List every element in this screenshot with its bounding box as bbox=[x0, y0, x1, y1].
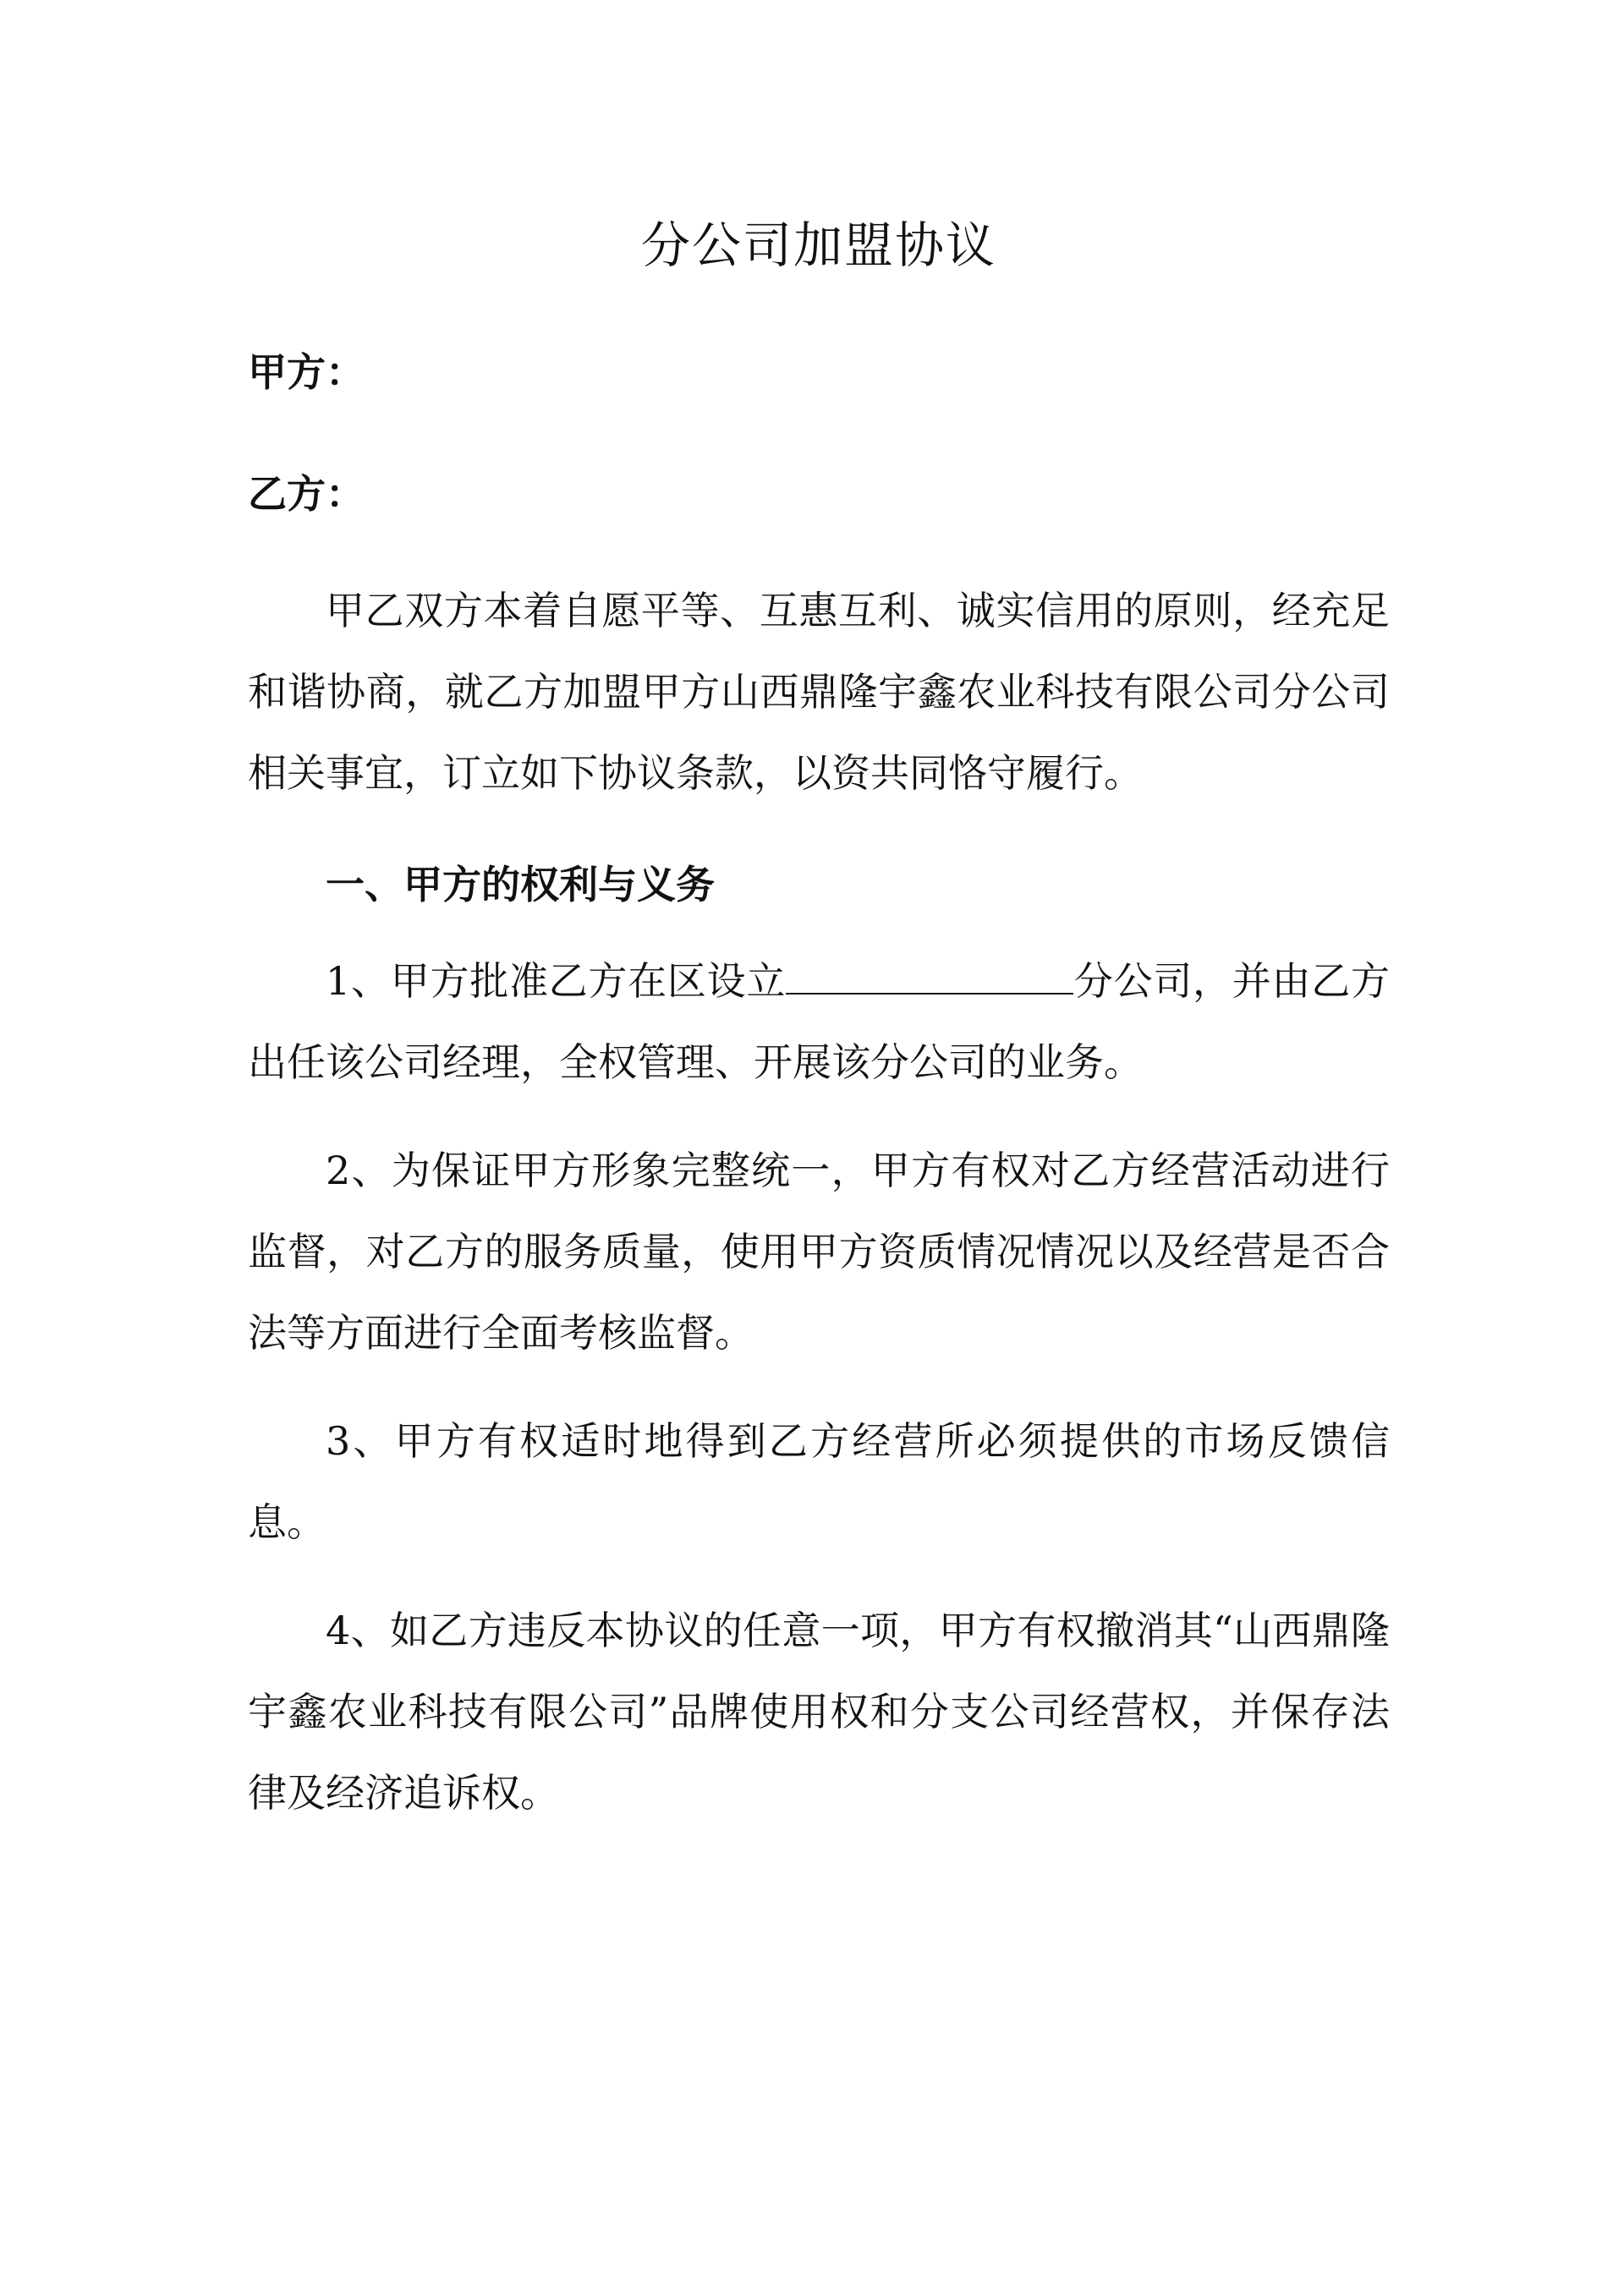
clause-1-text-after-blank: 分公司，并由乙方出任该公司经理，全权管理、开展该分公司的业务。 bbox=[248, 958, 1390, 1085]
clause-3: 3、甲方有权适时地得到乙方经营所必须提供的市场反馈信息。 bbox=[248, 1418, 1390, 1545]
clause-1 bbox=[248, 940, 1390, 1103]
section-heading-party-a-rights: 一、甲方的权利与义务 bbox=[326, 862, 715, 907]
document-body bbox=[248, 195, 1390, 1833]
intro-paragraph: 甲乙双方本着自愿平等、互惠互利、诚实信用的原则，经充足和谐协商，就乙方加盟甲方山西鼎隆宇鑫农业科技有限公司分公司相关事宜，订立如下协议条款，以资共同恪守履行。 bbox=[248, 588, 1390, 796]
clause-4: 4、如乙方违反本协议的任意一项，甲方有权撤消其“山西鼎隆宇鑫农业科技有限公司”品牌使用权和分支公司经营权，并保存法律及经济追诉权。 bbox=[248, 1608, 1390, 1816]
party-b-label: 乙方： bbox=[248, 471, 365, 517]
blank-fill-line bbox=[786, 951, 1073, 995]
clause-2: 2、为保证甲方形象完整统一，甲方有权对乙方经营活动进行监督，对乙方的服务质量，使用甲方资质情况情况以及经营是否合法等方面进行全面考核监督。 bbox=[248, 1148, 1390, 1356]
clause-1-text-before-blank: 1、甲方批准乙方在区设立 bbox=[326, 958, 787, 1004]
party-a-label: 甲方： bbox=[248, 349, 365, 395]
document-title: 分公司加盟协议 bbox=[640, 216, 996, 274]
